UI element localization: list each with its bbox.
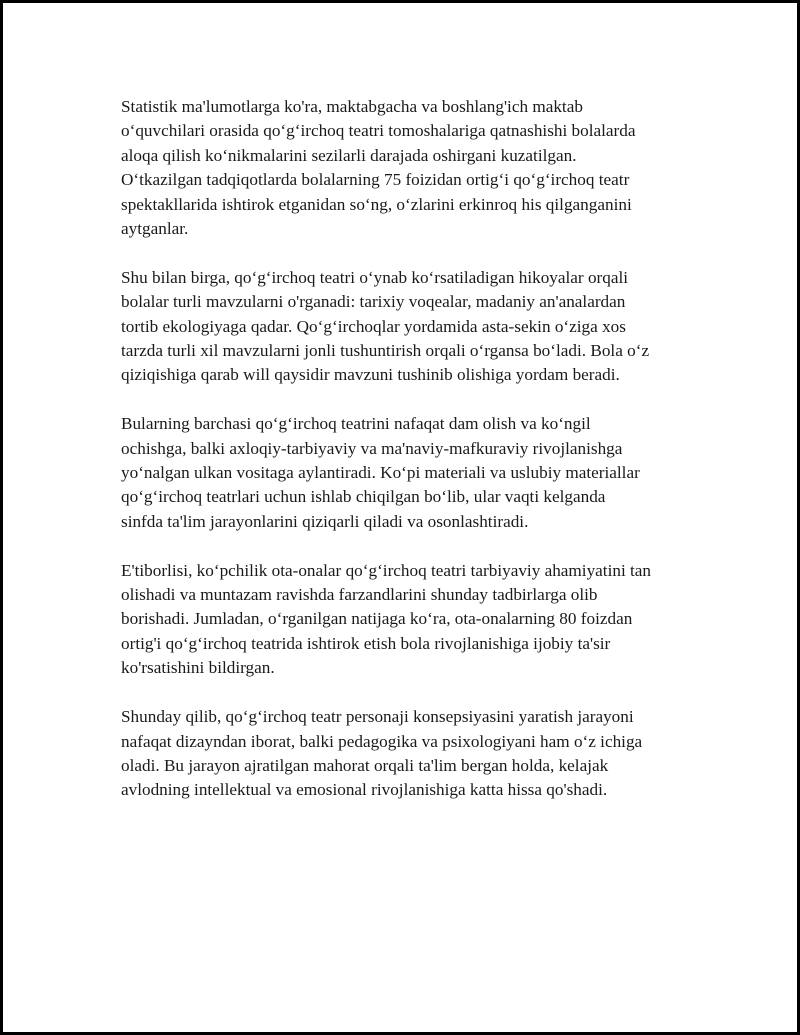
text-line: ochishga, balki axloqiy-tarbiyaviy va ma'naviy-mafkuraviy rivojlanishga [121, 438, 623, 458]
paragraph-4 [121, 559, 696, 681]
text-line: yo‘nalgan ulkan vositaga aylantiradi. Ko‘pi materiali va uslubiy materiallar [121, 463, 640, 483]
text-line: o‘quvchilari orasida qo‘g‘irchoq teatri tomoshalariga qatnashishi bolalarda [121, 121, 636, 141]
text-line: spektakllarida ishtirok etganidan so‘ng, o‘zlarini erkinroq his qilganganini [121, 194, 632, 214]
paragraph-1 [121, 95, 696, 241]
text-line: Bularning barchasi qo‘g‘irchoq teatrini nafaqat dam olish va ko‘ngil [121, 414, 591, 434]
text-line: tortib ekologiyaga qadar. Qo‘g‘irchoqlar yordamida asta-sekin o‘ziga xos [121, 316, 626, 336]
paragraph-5 [121, 705, 696, 803]
paragraph-2 [121, 266, 696, 388]
text-line: borishadi. Jumladan, o‘rganilgan natijaga ko‘ra, ota-onalarning 80 foizdan [121, 609, 633, 629]
text-line: bolalar turli mavzularni o'rganadi: tarixiy voqealar, madaniy an'analardan [121, 292, 626, 312]
text-line: Statistik ma'lumotlarga ko'ra, maktabgacha va boshlang'ich maktab [121, 97, 583, 116]
text-line: O‘tkazilgan tadqiqotlarda bolalarning 75 foizidan ortig‘i qo‘g‘irchoq teatr [121, 170, 630, 190]
text-line: avlodning intellektual va emosional rivojlanishiga katta hissa qo'shadi. [121, 780, 608, 800]
text-line: E'tiborlisi, ko‘pchilik ota-onalar qo‘g‘irchoq teatri tarbiyaviy ahamiyatini tan [121, 560, 652, 580]
text-line: tarzda turli xil mavzularni jonli tushuntirish orqali o‘rgansa bo‘ladi. Bola o‘z [121, 341, 650, 361]
text-line: olishadi va muntazam ravishda farzandlarini shunday tadbirlarga olib [121, 585, 598, 605]
text-line: qo‘g‘irchoq teatrlari uchun ishlab chiqilgan bo‘lib, ular vaqti kelganda [121, 487, 606, 507]
text-line: sinfda ta'lim jarayonlarini qiziqarli qiladi va osonlashtiradi. [121, 511, 529, 531]
text-line: aloqa qilish ko‘nikmalarini sezilarli darajada oshirgani kuzatilgan. [121, 145, 577, 165]
text-line: Shunday qilib, qo‘g‘irchoq teatr personaji konsepsiyasini yaratish jarayoni [121, 707, 634, 727]
document-body [121, 95, 696, 827]
text-line: Shu bilan birga, qo‘g‘irchoq teatri o‘ynab ko‘rsatiladigan hikoyalar orqali [121, 267, 629, 287]
text-line: aytganlar. [121, 219, 189, 239]
text-line: ko'rsatishini bildirgan. [121, 658, 275, 678]
text-line: ortig'i qo‘g‘irchoq teatrida ishtirok etish bola rivojlanishiga ijobiy ta'sir [121, 633, 611, 653]
paragraph-3 [121, 412, 696, 534]
text-line: qiziqishiga qarab will qaysidir mavzuni tushinib olishiga yordam beradi. [121, 365, 620, 385]
text-line: oladi. Bu jarayon ajratilgan mahorat orqali ta'lim bergan holda, kelajak [121, 755, 609, 775]
text-line: nafaqat dizayndan iborat, balki pedagogika va psixologiyani ham o‘z ichiga [121, 731, 643, 751]
